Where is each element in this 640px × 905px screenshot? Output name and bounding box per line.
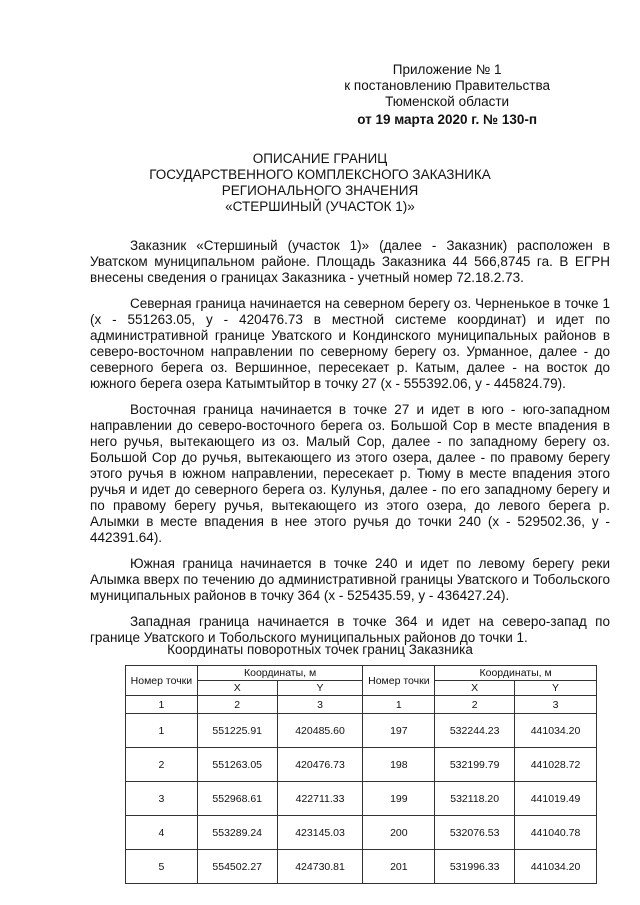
title-line: ОПИСАНИЕ ГРАНИЦ (252, 151, 388, 166)
appendix-line: Приложение № 1 (392, 62, 502, 77)
table-cell: 553289.24 (197, 816, 277, 850)
table-cell: 532118.20 (435, 782, 515, 816)
table-cell: 554502.27 (197, 850, 277, 884)
table-cell: 197 (363, 714, 435, 748)
table-header-row (126, 666, 597, 681)
header-point-number: Номер точки (126, 666, 198, 696)
table-cell: 441019.49 (515, 782, 597, 816)
coordinates-table (125, 665, 597, 884)
table-cell: 2 (126, 748, 198, 782)
header-x: X (197, 681, 277, 696)
paragraph: Южная граница начинается в точке 240 и идет по левому берегу реки Алымка вверх по течению до административной границы Уватского и Тобольского муниципальных районов в точку 364 (x - 525435.59, y - 436427.24). (90, 556, 610, 603)
table-cell: 420485.60 (277, 714, 363, 748)
title-line: «СТЕРШИНЫЙ (УЧАСТОК 1)» (225, 199, 415, 214)
column-number: 2 (197, 696, 277, 714)
header-point-number: Номер точки (363, 666, 435, 696)
column-number-row (126, 696, 597, 714)
table-cell: 4 (126, 816, 198, 850)
column-number: 1 (363, 696, 435, 714)
table-cell: 199 (363, 782, 435, 816)
table-cell: 420476.73 (277, 748, 363, 782)
appendix-date: от 19 марта 2020 г. № 130-п (357, 112, 538, 127)
column-number: 3 (277, 696, 363, 714)
table-cell: 441034.20 (515, 850, 597, 884)
table-cell: 200 (363, 816, 435, 850)
header-y: Y (515, 681, 597, 696)
table-cell: 5 (126, 850, 198, 884)
table-cell: 551225.91 (197, 714, 277, 748)
header-coordinates: Координаты, м (435, 666, 597, 681)
table-cell: 441040.78 (515, 816, 597, 850)
table-cell: 441034.20 (515, 714, 597, 748)
column-number: 3 (515, 696, 597, 714)
table-row (126, 748, 597, 782)
table-cell: 532076.53 (435, 816, 515, 850)
table-row (126, 850, 597, 884)
table-cell: 552968.61 (197, 782, 277, 816)
table-cell: 551263.05 (197, 748, 277, 782)
appendix-line: к постановлению Правительства (344, 78, 550, 93)
title-line: ГОСУДАРСТВЕННОГО КОМПЛЕКСНОГО ЗАКАЗНИКА (149, 167, 491, 182)
paragraph: Заказник «Стершиный (участок 1)» (далее - Заказник) расположен в Уватском муниципальном районе. Площадь Заказника 44 566,8745 га. В ЕГРН внесены сведения о границах Заказника - учетный номер 72.18.2.73. (90, 238, 610, 285)
column-number: 2 (435, 696, 515, 714)
table-cell: 423145.03 (277, 816, 363, 850)
appendix-block (344, 62, 550, 128)
header-x: X (435, 681, 515, 696)
header-coordinates: Координаты, м (197, 666, 363, 681)
table-cell: 531996.33 (435, 850, 515, 884)
table-cell: 3 (126, 782, 198, 816)
table-cell: 424730.81 (277, 850, 363, 884)
paragraph: Восточная граница начинается в точке 27 и идет в юго - юго-западном направлении до северо-восточного берега оз. Большой Сор в месте впадения в него ручья, вытекающего из оз. Малый Сор, далее - по западному берегу оз. Большой Сор до ручья, вытекающего из этого озера, далее - по правому берегу этого ручья в южном направлении, пересекает р. Тюму в месте впадения этого ручья и идет до северного берега оз. Кулунья, далее - по его западному берегу и по правому берегу ручья, вытекающего из этого озера, до левого берега р. Алымки в месте впадения в нее этого ручья до точки 240 (x - 529502.36, y - 442391.64). (90, 402, 610, 545)
table-cell: 422711.33 (277, 782, 363, 816)
column-number: 1 (126, 696, 198, 714)
document-title (0, 151, 640, 215)
table-cell: 441028.72 (515, 748, 597, 782)
table-cell: 532244.23 (435, 714, 515, 748)
table-row (126, 782, 597, 816)
title-line: РЕГИОНАЛЬНОГО ЗНАЧЕНИЯ (221, 183, 419, 198)
appendix-line: Тюменской области (385, 94, 510, 109)
table-cell: 532199.79 (435, 748, 515, 782)
paragraph: Западная граница начинается в точке 364 и идет на северо-запад по границе Уватского и Тобольского муниципальных районов до точки 1. (90, 614, 610, 645)
table-cell: 1 (126, 714, 198, 748)
body-text (90, 238, 610, 656)
table-cell: 198 (363, 748, 435, 782)
table-row (126, 816, 597, 850)
table-caption: Координаты поворотных точек границ Заказника (167, 642, 473, 657)
table-cell: 201 (363, 850, 435, 884)
header-y: Y (277, 681, 363, 696)
paragraph: Северная граница начинается на северном берегу оз. Черненькое в точке 1 (x - 551263.05, y - 420476.73 в местной системе координат) и идет по административной границе Уватского и Кондинского муниципальных районов в северо-восточном направлении по северному берегу оз. Урманное, далее - до северного берега оз. Вершинное, пересекает р. Катым, далее - на восток до южного берега озера Катымтыйтор в точку 27 (x - 555392.06, y - 445824.79). (90, 296, 610, 391)
table-row (126, 714, 597, 748)
